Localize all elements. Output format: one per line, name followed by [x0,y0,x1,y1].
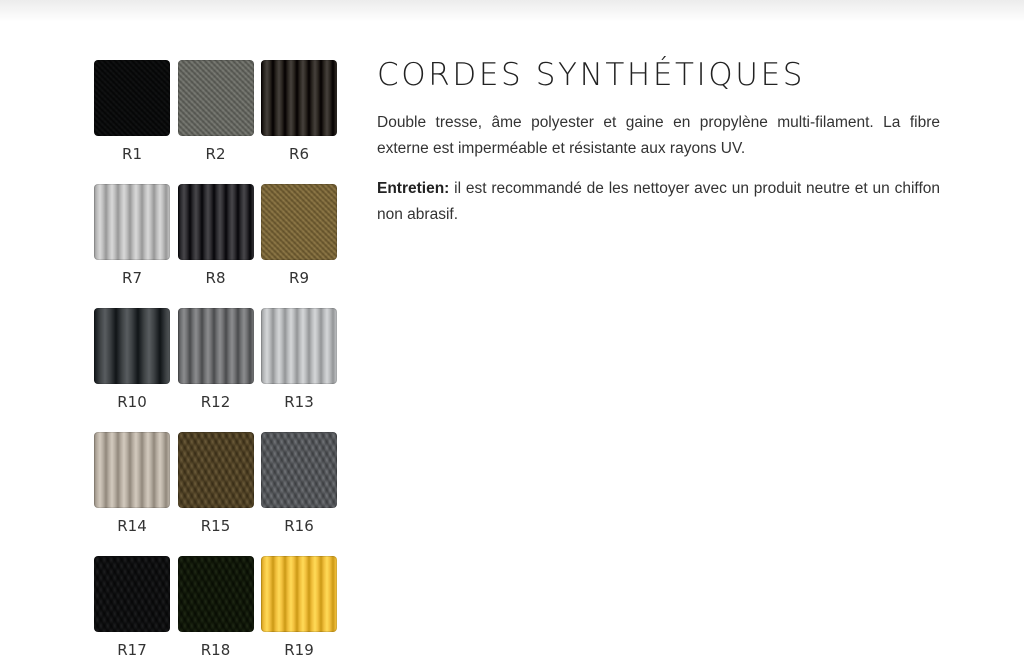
swatch-label: R7 [122,269,142,287]
swatch-image[interactable] [94,60,170,136]
swatch-r7[interactable] [94,184,170,287]
swatch-r2[interactable] [178,60,254,163]
swatch-label: R13 [284,393,314,411]
swatch-image[interactable] [261,556,337,632]
swatch-image[interactable] [261,60,337,136]
swatch-r17[interactable] [94,556,170,659]
swatch-r1[interactable] [94,60,170,163]
swatch-r18[interactable] [178,556,254,659]
swatch-r14[interactable] [94,432,170,535]
swatch-image[interactable] [178,308,254,384]
swatch-label: R6 [289,145,309,163]
swatch-label: R16 [284,517,314,535]
swatch-label: R18 [200,641,231,659]
swatch-image[interactable] [94,308,170,384]
swatch-r12[interactable] [178,308,254,411]
care-text [377,176,940,228]
swatch-image[interactable] [261,184,337,260]
swatch-label: R1 [122,145,142,163]
swatch-label: R19 [284,641,314,659]
care-body: il est recommandé de les nettoyer avec un produit neutre et un chiffon non abrasif. [377,180,940,223]
swatch-label: R15 [200,517,231,535]
swatch-image[interactable] [178,184,254,260]
swatch-image[interactable] [94,432,170,508]
swatch-r19[interactable] [261,556,337,659]
swatch-label: R9 [289,269,309,287]
swatch-image[interactable] [178,432,254,508]
swatch-label: R2 [205,145,226,163]
swatch-r9[interactable] [261,184,337,287]
swatch-label: R17 [117,641,147,659]
product-description [377,54,940,228]
swatch-image[interactable] [178,556,254,632]
swatch-label: R8 [205,269,226,287]
swatch-label: R10 [117,393,147,411]
swatch-r10[interactable] [94,308,170,411]
swatch-image[interactable] [94,184,170,260]
care-label: Entretien: [377,180,450,197]
swatch-label: R14 [117,517,147,535]
swatch-label: R12 [200,393,231,411]
swatch-image[interactable] [178,60,254,136]
swatch-image[interactable] [261,432,337,508]
swatch-r8[interactable] [178,184,254,287]
swatch-r16[interactable] [261,432,337,535]
swatch-image[interactable] [261,308,337,384]
page-title: CORDES SYNTHÉTIQUES [377,57,806,93]
description-text: Double tresse, âme polyester et gaine en propylène multi-filament. La fibre externe est imperméable et résistante aux rayons UV. [377,114,940,157]
swatch-r6[interactable] [261,60,337,163]
swatch-r15[interactable] [178,432,254,535]
header-shadow [0,0,1024,22]
swatch-image[interactable] [94,556,170,632]
swatch-r13[interactable] [261,308,337,411]
